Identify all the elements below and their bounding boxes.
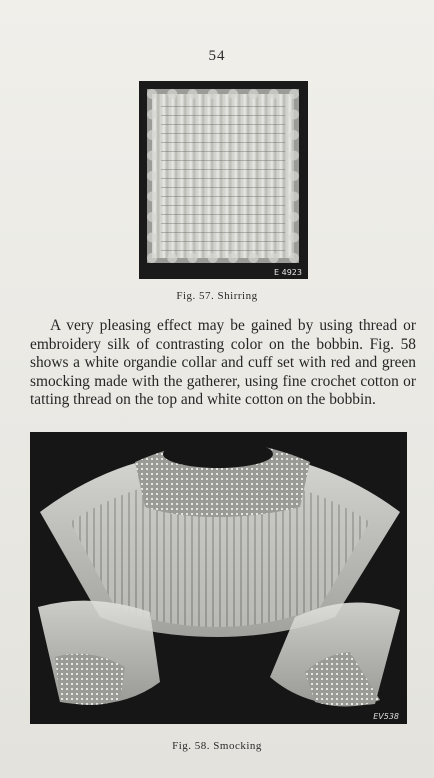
neck-opening bbox=[163, 440, 273, 468]
collar-and-cuffs-illustration bbox=[30, 432, 407, 724]
shirring-photograph bbox=[139, 81, 308, 279]
figure-58-caption: Fig. 58. Smocking bbox=[172, 740, 262, 752]
shirring-rows bbox=[161, 103, 285, 251]
plate-number: E 4923 bbox=[274, 268, 302, 277]
smocking-photograph bbox=[30, 432, 407, 724]
page-number: 54 bbox=[208, 48, 226, 64]
body-paragraph: A very pleasing effect may be gained by using thread or embroidery silk of contrasting color on the bobbin. Fig. 58 shows a white organdie collar and cuff set with red and green smocking made with the gatherer, using fine crochet cotton or tatting thread on the top and white cotton on the bobbin. bbox=[30, 317, 416, 408]
plate-number: EV538 bbox=[373, 712, 399, 721]
figure-57-caption: Fig. 57. Shirring bbox=[176, 290, 258, 302]
